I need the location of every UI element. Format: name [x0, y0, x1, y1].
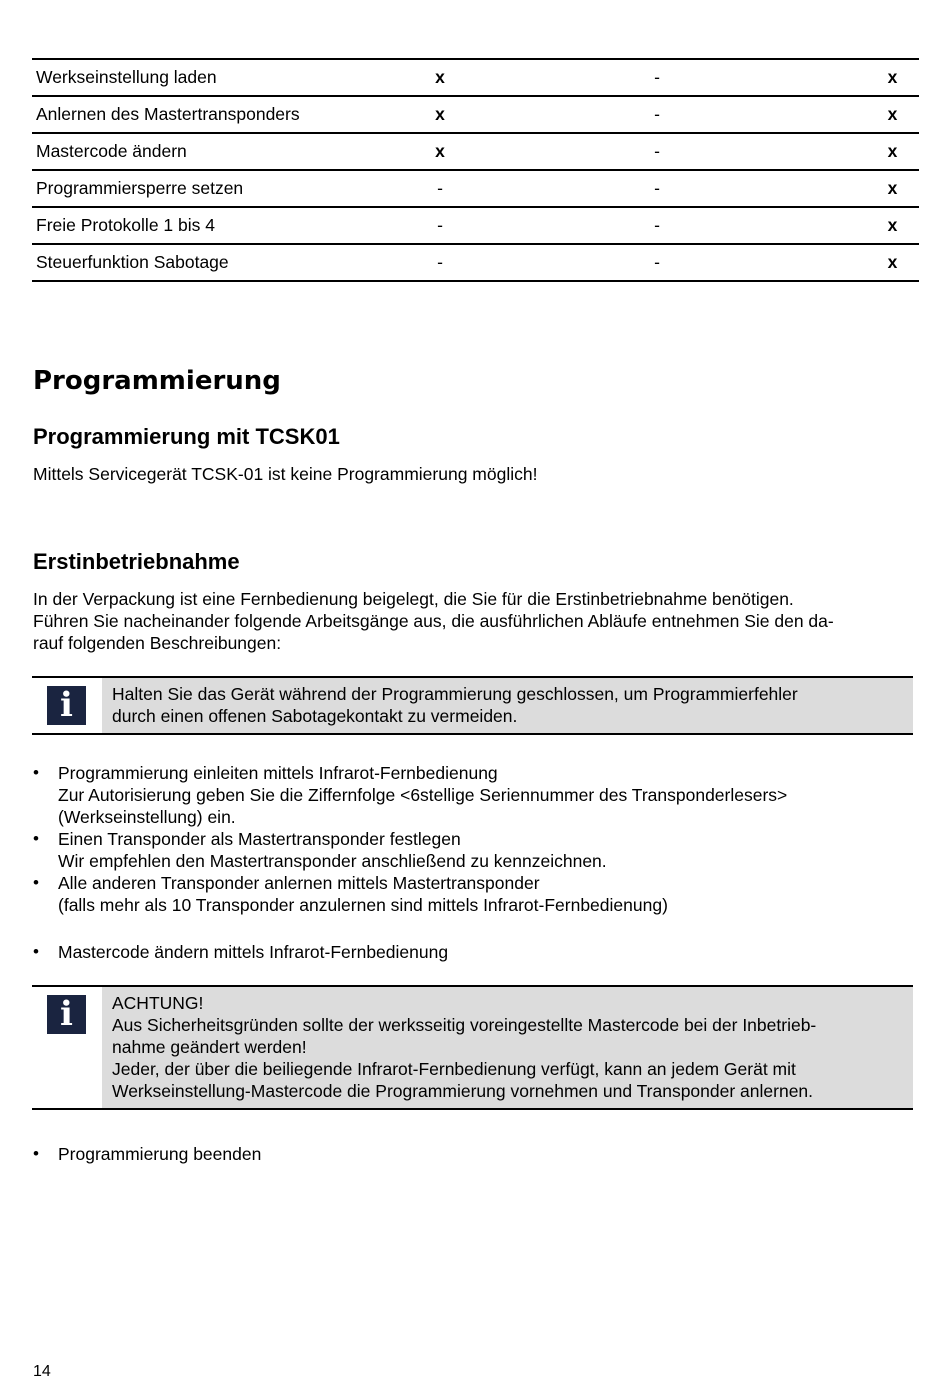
table-row — [32, 133, 919, 170]
table-cell-mark-col1: x — [432, 59, 448, 96]
steps-list-end — [33, 1143, 913, 1165]
table-cell-label: Mastercode ändern — [32, 133, 432, 170]
step-detail: Zur Autorisierung geben Sie die Ziffernfolge <6stellige Seriennummer des Transponderlesers> — [58, 785, 788, 805]
info-icon: i — [47, 995, 86, 1034]
tcsk-text: Mittels Servicegerät TCSK-01 ist keine Programmierung möglich! — [33, 464, 538, 484]
info-line: Jeder, der über die beiliegende Infrarot-Fernbedienung verfügt, kann an jedem Gerät mit — [112, 1059, 796, 1079]
table-cell-mark-col2: - — [448, 244, 866, 281]
table-cell-label: Anlernen des Mastertransponders — [32, 96, 432, 133]
table-cell-label: Freie Protokolle 1 bis 4 — [32, 207, 432, 244]
info-line: Werkseinstellung-Mastercode die Programmierung vornehmen und Transponder anlernen. — [112, 1081, 814, 1101]
table-cell-mark-col3: x — [866, 207, 919, 244]
table-cell-label: Programmiersperre setzen — [32, 170, 432, 207]
info-box-text — [102, 987, 913, 1108]
list-item — [33, 828, 913, 872]
list-item — [33, 872, 913, 916]
table-cell-mark-col1: - — [432, 207, 448, 244]
info-box-text — [102, 678, 913, 733]
erst-paragraph — [33, 588, 913, 654]
step-title: • Mastercode ändern mittels Infrarot-Fernbedienung — [58, 942, 449, 962]
table-row — [32, 96, 919, 133]
table-cell-mark-col2: - — [448, 207, 866, 244]
table-cell-mark-col3: x — [866, 96, 919, 133]
table-cell-mark-col2: - — [448, 59, 866, 96]
table-cell-mark-col1: - — [432, 244, 448, 281]
table-row — [32, 244, 919, 281]
step-title: • Alle anderen Transponder anlernen mittels Mastertransponder — [58, 873, 540, 893]
table-cell-mark-col3: x — [866, 133, 919, 170]
table-cell-mark-col1: - — [432, 170, 448, 207]
info-line: Halten Sie das Gerät während der Programmierung geschlossen, um Programmierfehler — [112, 684, 798, 704]
table-cell-mark-col3: x — [866, 59, 919, 96]
table-cell-mark-col3: x — [866, 170, 919, 207]
list-item — [33, 1143, 913, 1165]
steps-list — [33, 762, 913, 916]
page-number: 14 — [33, 1363, 51, 1380]
erst-line: rauf folgenden Beschreibungen: — [33, 633, 282, 653]
feature-table — [32, 58, 919, 282]
info-line: ACHTUNG! — [112, 993, 204, 1013]
erst-line: Führen Sie nacheinander folgende Arbeitsgänge aus, die ausführlichen Abläufe entnehmen Sie den da- — [33, 611, 834, 631]
section-title: Programmierung — [33, 366, 281, 396]
info-line: durch einen offenen Sabotagekontakt zu vermeiden. — [112, 706, 518, 726]
table-cell-mark-col2: - — [448, 170, 866, 207]
info-box-warning — [32, 985, 913, 1110]
list-item — [33, 762, 913, 828]
info-line: Aus Sicherheitsgründen sollte der werksseitig voreingestellte Mastercode bei der Inbetrieb- — [112, 1015, 817, 1035]
info-box-programming — [32, 676, 913, 735]
step-detail: (falls mehr als 10 Transponder anzulernen sind mittels Infrarot-Fernbedienung) — [58, 895, 668, 915]
list-item — [33, 941, 913, 963]
info-icon: i — [47, 686, 86, 725]
step-detail: (Werkseinstellung) ein. — [58, 807, 236, 827]
tcsk-heading: Programmierung mit TCSK01 — [33, 424, 340, 449]
table-cell-label: Werkseinstellung laden — [32, 59, 432, 96]
table-cell-mark-col1: x — [432, 133, 448, 170]
table-cell-mark-col2: - — [448, 96, 866, 133]
table-cell-mark-col1: x — [432, 96, 448, 133]
info-line: nahme geändert werden! — [112, 1037, 307, 1057]
erst-line: In der Verpackung ist eine Fernbedienung beigelegt, die Sie für die Erstinbetriebnahme benötigen. — [33, 589, 794, 609]
table-row — [32, 207, 919, 244]
erst-heading: Erstinbetriebnahme — [33, 549, 240, 574]
step-title: • Einen Transponder als Mastertransponder festlegen — [58, 829, 461, 849]
table-row — [32, 59, 919, 96]
table-row — [32, 170, 919, 207]
table-cell-mark-col2: - — [448, 133, 866, 170]
steps-list-master — [33, 941, 913, 963]
table-cell-mark-col3: x — [866, 244, 919, 281]
step-detail: Wir empfehlen den Mastertransponder anschließend zu kennzeichnen. — [58, 851, 607, 871]
table-cell-label: Steuerfunktion Sabotage — [32, 244, 432, 281]
step-title: • Programmierung beenden — [58, 1144, 262, 1164]
step-title: • Programmierung einleiten mittels Infrarot-Fernbedienung — [58, 763, 498, 783]
